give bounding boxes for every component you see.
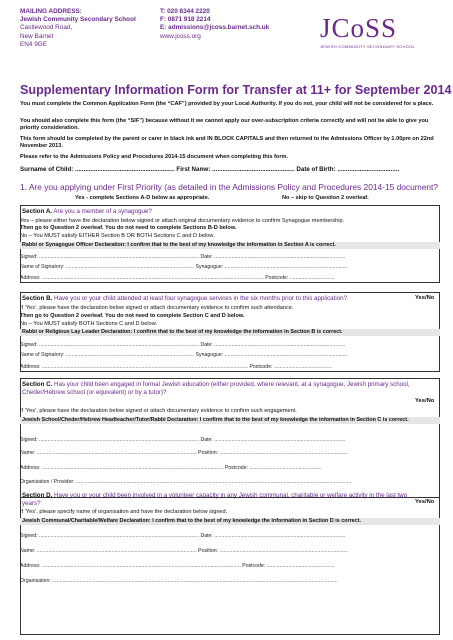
section-d-declaration: Jewish Communal/Charitable/Welfare Declaration: I confirm that to the best of my knowledge the information in Section D is correct. [20,518,440,525]
section-b-signed-field[interactable]: Signed: ............................................................................................................... Date: ........................................................................................... [20,342,346,348]
section-d-question: Have you or your child been involved in a volunteer capacity in any Jewish communal, charitable or welfare activity in the last two years? [22,492,408,507]
section-c-if-yes: If ‘Yes’, please have the declaration below signed or attach documentary evidence to confirm such engagement. [20,408,297,414]
section-b-heading [20,294,420,304]
phone: T: 020 8344 2220 [160,8,210,15]
q1-no-text: No – skip to Question 2 overleaf. [282,195,369,201]
section-a-address-field[interactable]: Address: .......................................................................................................................................................... Postcode: ............................... [20,275,335,281]
q1-no-option[interactable] [282,195,369,201]
intro-paragraph: You should also complete this form (the “SIF”) because without it we cannot apply our over-subscription criteria correctly and will not be able to give you priority consideration. [20,118,429,132]
section-b-no: No – You MUST satisfy BOTH Sections C and D below. [20,321,158,327]
section-d-name-field[interactable]: Name: ............................................................................................................... Position: ......................................................................................... [20,548,348,554]
website: www.jcoss.org [160,32,201,40]
fax: F: 0871 918 2214 [160,16,211,24]
section-b-address-field[interactable]: Address: ............................................................................................................................................... Postcode: ........................................ [20,364,332,370]
child-name-field[interactable]: Surname of Child: .......................................................... First Name: ................................................ Date of Birth: .................................... [20,166,400,173]
section-d-if-yes: If ‘Yes’, please specify name of organisation and have the declaration below signed. [20,509,228,515]
address-line: New Barnet [20,32,54,40]
email: E: admissions@jcoss.barnet.sch.uk [160,24,270,32]
address-line: EN4 9GE [20,40,47,48]
section-b-if-yes: If ‘Yes’, please have the declaration below signed or attach documentary evidence to confirm such attendance. [20,305,294,311]
address-label: MAILING ADDRESS: [20,8,82,15]
section-b-yes-no[interactable]: Yes/No [415,295,435,301]
address-line: Castlewood Road, [20,24,73,32]
section-a-question: Are you a member of a synagogue? [53,208,152,215]
intro-paragraph: You must complete the Common Application Form (the “CAF”) provided by your Local Authority. If you do not, your child will not be considered for a place. [20,101,434,107]
section-a-yes: Yes – please either have the declaration below signed or attach original documentary evidence to confirm Synagogue membership. [20,218,345,224]
section-d-yes-no[interactable]: Yes/No [415,499,435,505]
section-a-signed-field[interactable]: Signed: ............................................................................................................... Date: ........................................................................................... [20,254,346,260]
section-a-label: Section A. [22,208,53,215]
intro-paragraph: This form should be completed by the parent or carer in black ink and IN BLOCK CAPITALS and then returned to the Admissions Officer by 1.00pm on 22nd November 2013. [20,136,434,150]
address-line: Jewish Community Secondary School [20,16,136,24]
section-b-question: Have you or your child attended at least four synagogue services in the six months prior to this application? [54,295,348,302]
section-d-label: Section D. [22,492,53,499]
question-1: 1. Are you applying under First Priority (as detailed in the Admissions Policy and Procedures 2014-15 document? [20,182,439,192]
school-logo [320,14,438,54]
q1-yes-option[interactable] [75,195,209,201]
section-c-yes-no[interactable]: Yes/No [415,398,435,404]
section-b-then: Then go to Question 2 overleaf. You do not need to complete Section C and D below. [20,313,245,319]
section-c-organisation-field[interactable]: Organisation / Provider: ............................................................................................................................................................................................... [20,479,352,485]
section-c-heading [20,380,440,398]
q1-yes-text: Yes - complete Sections A-D below as appropriate. [75,195,210,201]
section-c-name-field[interactable]: Name: ............................................................................................................... Position: ......................................................................................... [20,450,348,456]
section-a-declaration: Rabbi or Synagogue Officer Declaration: I confirm that to the best of my knowledge the information in Section A is correct. [20,242,440,249]
contact-details [160,8,269,41]
section-d-organisation-field[interactable]: Organisation: ...................................................................................................................................................................................................... [20,578,338,584]
section-a-heading [20,207,154,217]
section-b-label: Section B. [22,295,53,302]
section-a-name-field[interactable]: Name of Signatory: ......................................................................................... Synagogue: ..................................................................................... [20,264,348,270]
mailing-address [20,8,136,49]
section-c-declaration: Jewish School/Cheder/Hebrew Headteacher/Tutor/Rabbi Declaration: I confirm that to the best of my knowledge the information in Section C is correct. [20,417,440,424]
section-c-address-field[interactable]: Address: .............................................................................................................................. Postcode: .................................................. [20,465,322,471]
section-a-then: Then go to Question 2 overleaf. You do not need to complete Sections B-D below. [20,225,237,231]
logo-wordmark: JCoSS [320,13,398,43]
section-b-name-field[interactable]: Name of Signatory: ......................................................................................... Synagogue: ..................................................................................... [20,352,348,358]
section-c-question: Has your child been engaged in formal Jewish education (either provided, where relevant, at a synagogue, Jewish primary school, Cheder/Hebrew school (or equivalent) or by a tutor)? [22,381,410,396]
section-d-address-field[interactable]: Address: .......................................................................................................................................... Postcode: ............................................... [20,563,335,569]
logo-subtitle: JEWISH COMMUNITY SECONDARY SCHOOL [320,44,416,49]
section-d-signed-field[interactable]: Signed: ............................................................................................................... Date: ........................................................................................... [20,533,346,539]
section-b-declaration: Rabbi or Religious Lay Leader Declaration: I confirm that to the best of my knowledge the information in Section B is correct. [20,329,440,336]
section-c-signed-field[interactable]: Signed: ............................................................................................................... Date: ........................................................................................... [20,437,346,443]
section-c-label: Section C. [22,381,53,388]
intro-paragraph: Please refer to the Admissions Policy and Procedures 2014-15 document when completing this form. [20,154,289,160]
section-d-heading [20,491,410,509]
section-a-no: No – You MUST satisfy EITHER Section B OR BOTH Sections C and D below. [20,233,215,239]
page-title: Supplementary Information Form for Transfer at 11+ for September 2014 [20,83,452,97]
